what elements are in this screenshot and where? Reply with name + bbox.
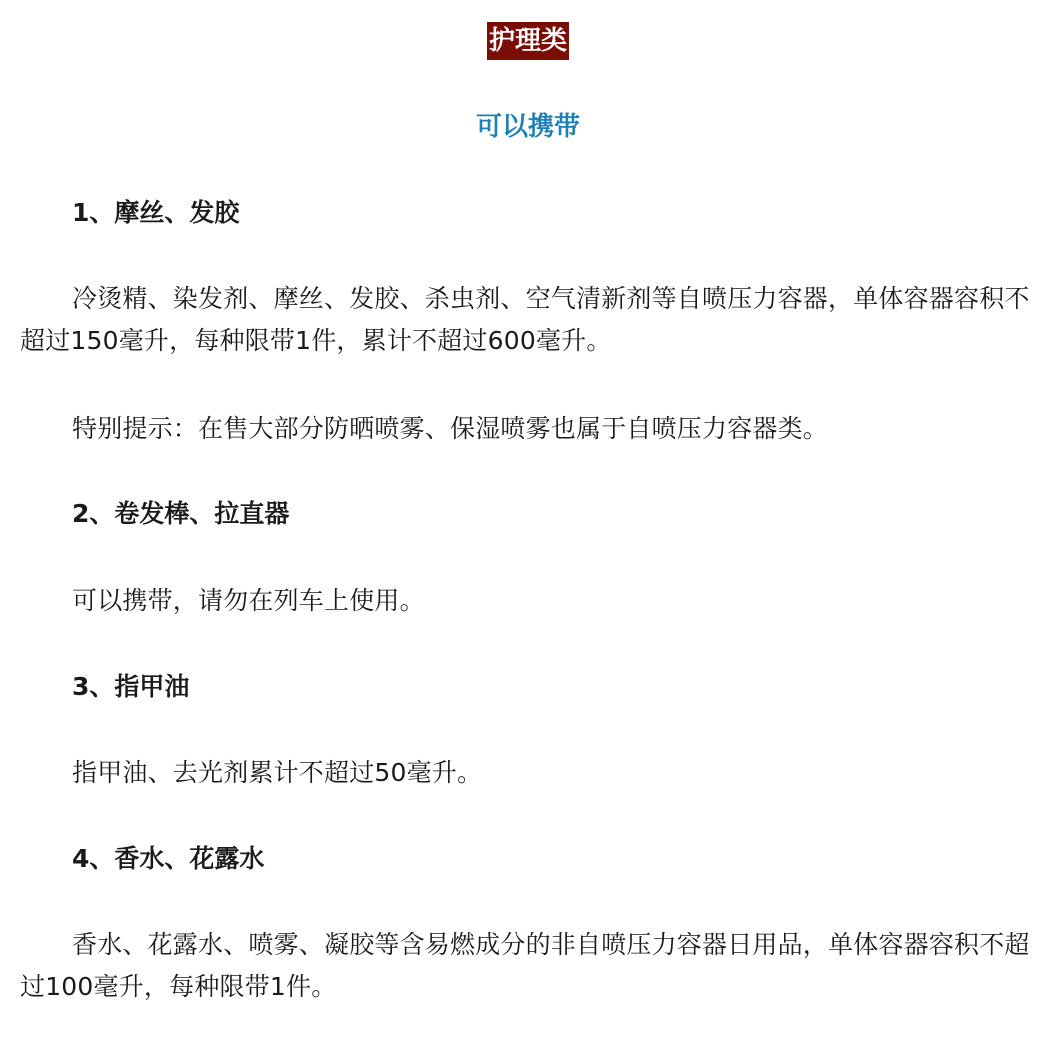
category-title: 护理类 (487, 22, 569, 60)
section-paragraph: 香水、花露水、喷雾、凝胶等含易燃成分的非自喷压力容器日用品，单体容器容积不超过100毫升，每种限带1件。 (20, 930, 1030, 1001)
section-heading: 3、指甲油 (72, 672, 190, 701)
section-heading: 2、卷发棒、拉直器 (72, 499, 290, 528)
section-paragraph: 冷烫精、染发剂、摩丝、发胶、杀虫剂、空气清新剂等自喷压力容器，单体容器容积不超过150毫升，每种限带1件，累计不超过600毫升。 (20, 284, 1030, 355)
article-body (20, 0, 1036, 1001)
category-title-wrap (20, 0, 1036, 62)
section-paragraph: 指甲油、去光剂累计不超过50毫升。 (72, 758, 483, 787)
section-heading: 4、香水、花露水 (72, 844, 265, 873)
section-heading: 1、摩丝、发胶 (72, 198, 240, 227)
subtitle: 可以携带 (475, 112, 580, 142)
section-paragraph-tip: 特别提示：在售大部分防晒喷雾、保湿喷雾也属于自喷压力容器类。 (72, 414, 829, 443)
section-paragraph: 可以携带，请勿在列车上使用。 (72, 586, 425, 615)
